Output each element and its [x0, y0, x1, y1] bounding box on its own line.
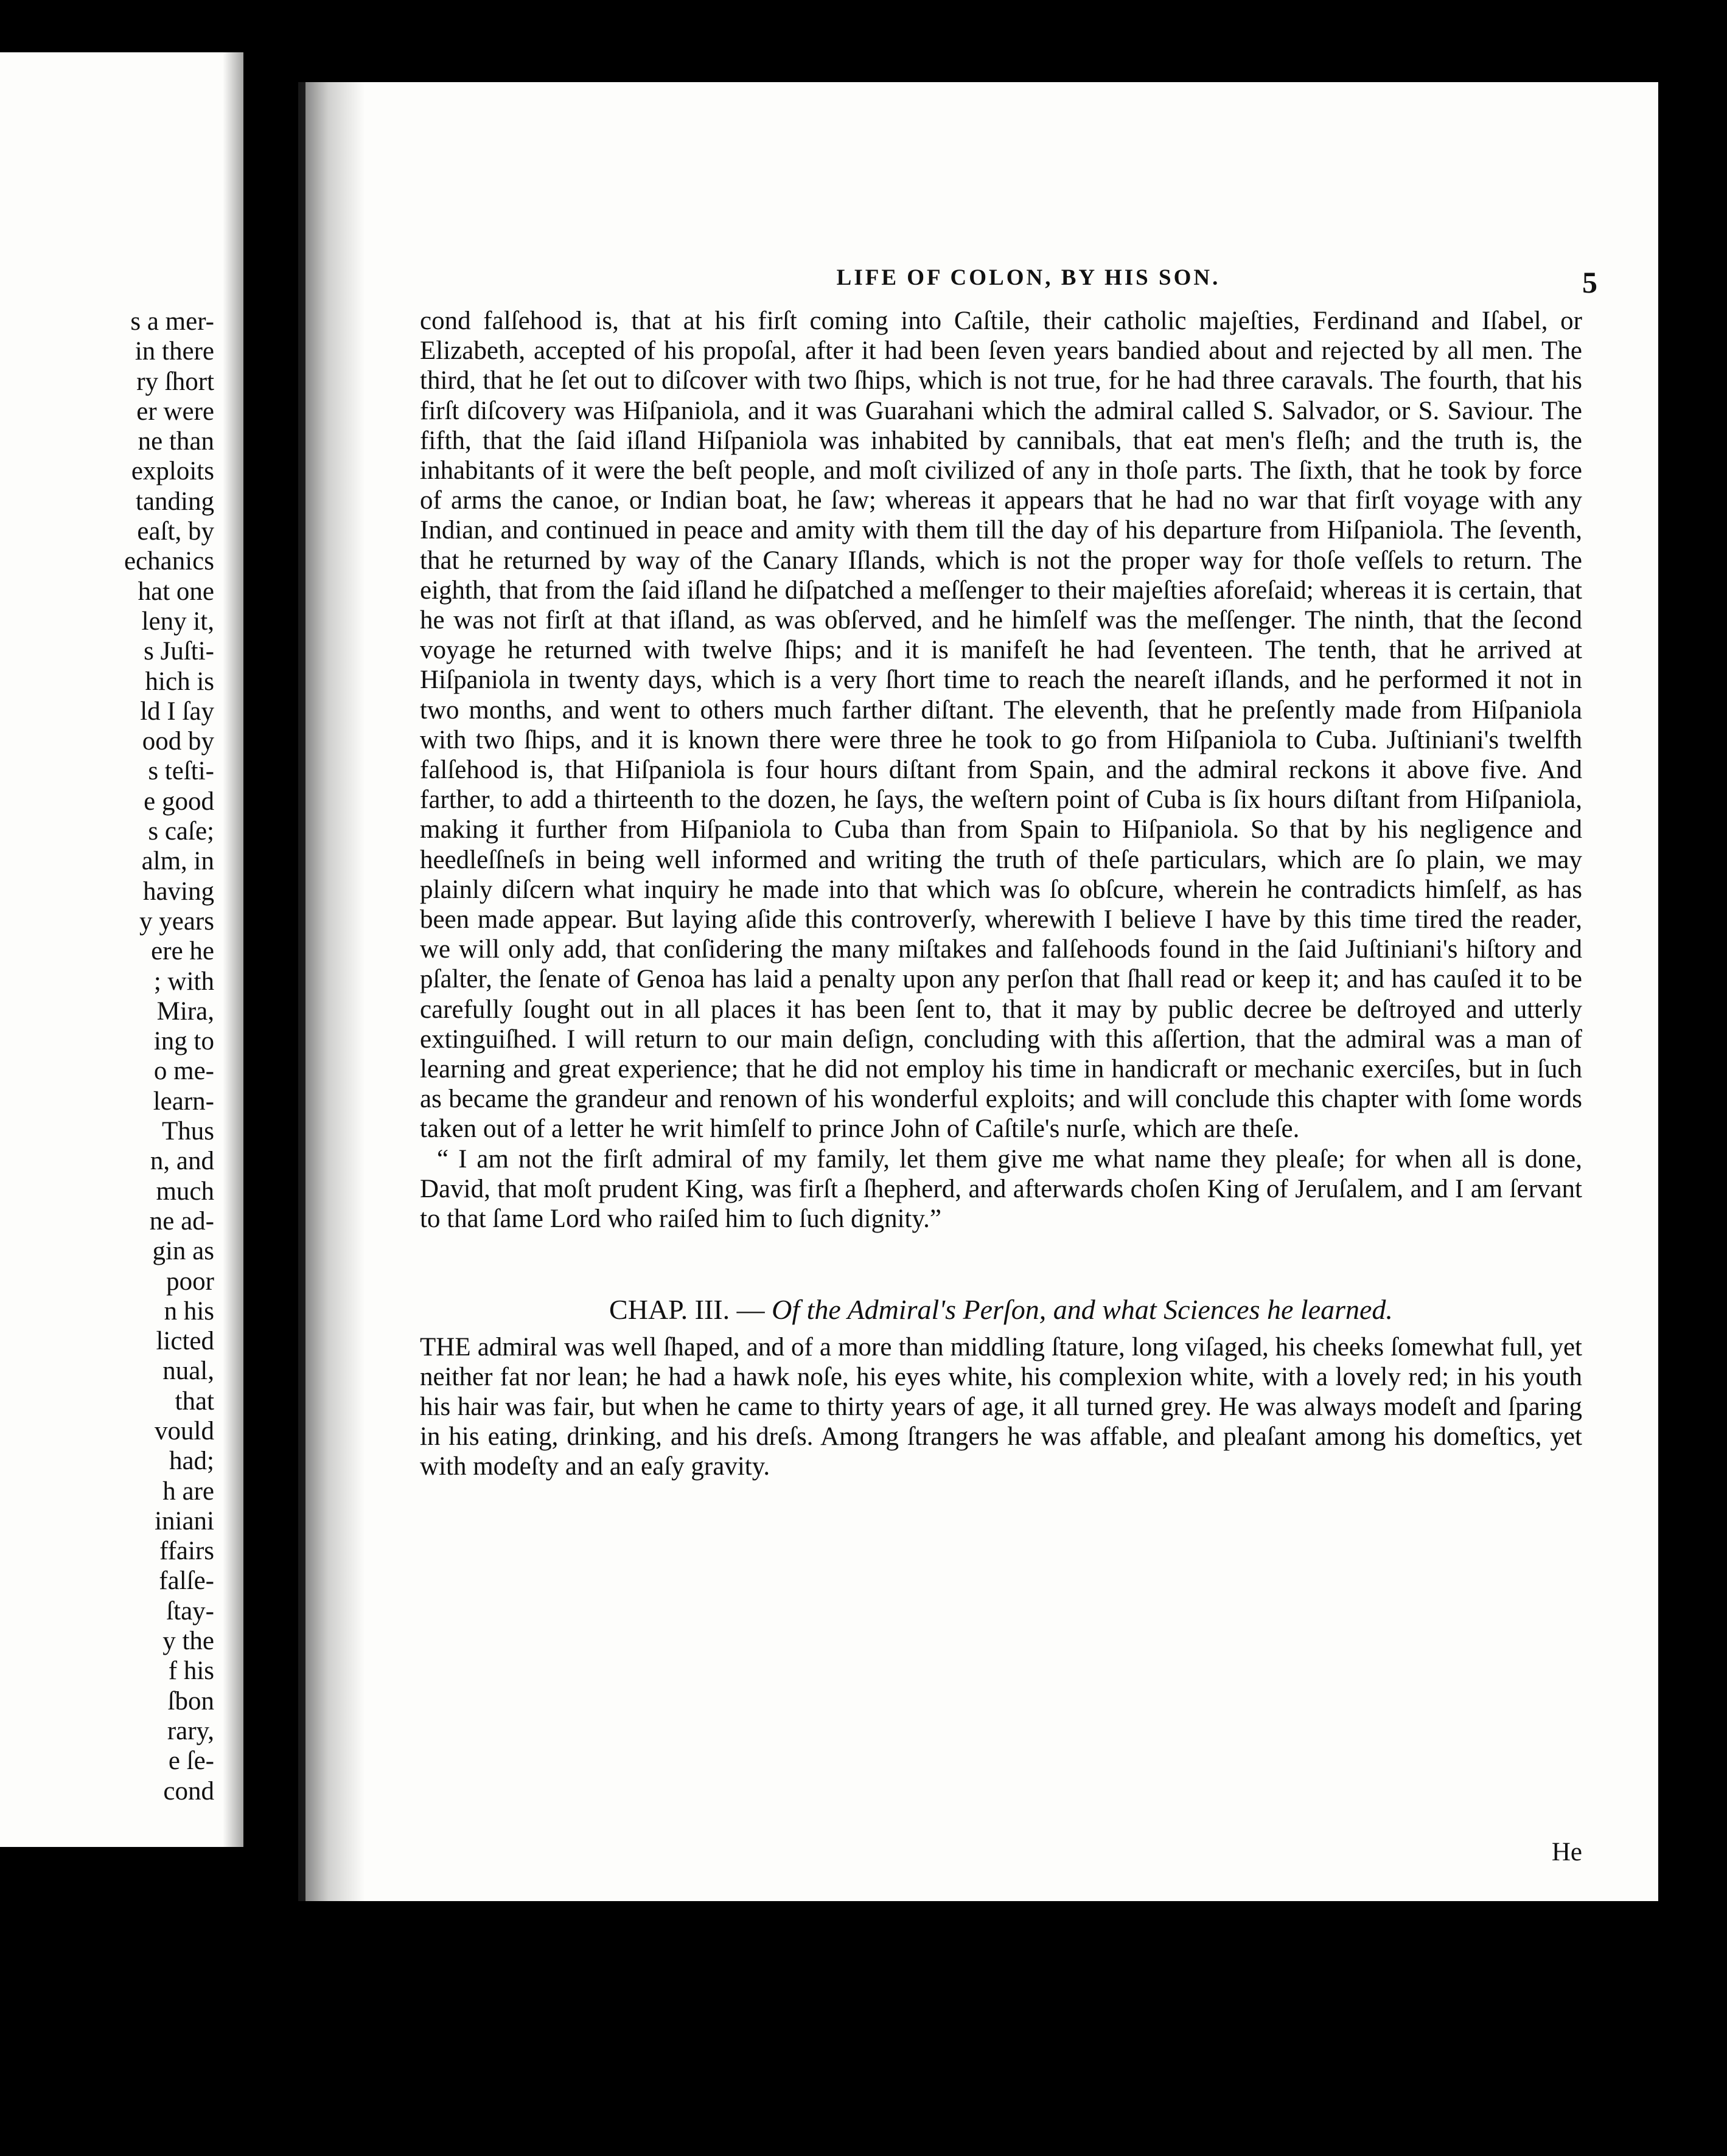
- book-gutter: [243, 0, 298, 2156]
- previous-page-line: having: [142, 877, 214, 906]
- previous-page-line: cond: [163, 1776, 214, 1806]
- previous-page-line: hich is: [145, 667, 214, 696]
- previous-page-line: ffairs: [159, 1537, 214, 1566]
- previous-page-line: ld I ſay: [140, 697, 214, 726]
- previous-page-line: that: [175, 1386, 214, 1416]
- previous-page-line: ere he: [151, 937, 214, 966]
- previous-page-line: e good: [144, 787, 214, 816]
- previous-page-line: poor: [166, 1267, 214, 1296]
- body-paragraph: cond falſehood is, that at his firſt coming into Caſtile, their catholic majeſties, Ferdinand and Iſabel, or Elizabeth, accepted of his propoſal, after it had been ſeven years bandied about and rejected by all men. The third, that he ſet out to diſcover with two ſhips, which is not true, for he had three caravals. The fourth, that his firſt diſcovery was Hiſpaniola, and it was Guarahani which the admiral called S. Salvador, or S. Saviour. The fifth, that the ſaid iſland Hiſpaniola was inhabited by cannibals, that eat men's fleſh; and the truth is, the inhabitants of it were the beſt people, and moſt civilized of any in thoſe parts. The ſixth, that he took by force of arms the canoe, or Indian boat, he ſaw; whereas it appears that he had no war that firſt voyage with any Indian, and continued in peace and amity with them till the day of his departure from Hiſpaniola. The ſeventh, that he returned by way of the Canary Iſlands, which is not the proper way for thoſe veſſels to return. The eighth, that from the ſaid iſland he diſpatched a meſſenger to their majeſties aforeſaid; whereas it is certain, that he was not firſt at that iſland, as was obſerved, and he himſelf was the meſſenger. The ninth, that the ſecond voyage he returned with twelve ſhips; and it is manifeſt he had ſeventeen. The tenth, that he arrived at Hiſpaniola in twenty days, which is a very ſhort time to reach the neareſt iſlands, and he performed it not in two months, and went to others much farther diſtant. The eleventh, that he preſently made from Hiſpaniola with two ſhips, and it is known there were three he took to go from Hiſpaniola to Cuba. Juſtiniani's twelfth falſehood is, that Hiſpaniola is four hours diſtant from Spain, and the admiral reckons it above five. And farther, to add a thirteenth to the dozen, he ſays, the weſtern point of Cuba is ſix hours diſtant from Hiſpaniola, making it further from Hiſpaniola to Cuba than from Spain to Hiſpaniola. So that by his negligence and heedleſſneſs in being well informed and writing the truth of theſe particulars, which are ſo plain, we may plainly diſcern what inquiry he made into that which was ſo obſcure, wherein he contradicts himſelf, as has been made appear. But laying aſide this controverſy, wherewith I believe I have by this time tired the reader, we will only add, that conſidering the many miſtakes and falſehoods found in the ſaid Juſtiniani's hiſtory and pſalter, the ſenate of Genoa has laid a penalty upon any perſon that ſhall read or keep it; and has cauſed it to be carefully ſought out in all places it has been ſent to, that it may by public decree be deſtroyed and utterly extinguiſhed. I will return to our main deſign, concluding with this aſſertion, that the admiral was a man of learning and great experience; that he did not employ his time in handicraft or mechanic exerciſes, but in ſuch as became the grandeur and renown of his wonderful exploits; and will conclude this chapter with ſome words taken out of a letter he writ himſelf to prince John of Caſtile's nurſe, which are theſe.: [420, 307, 1582, 1144]
- previous-page-line: alm, in: [141, 847, 214, 876]
- previous-page-line: leny it,: [141, 607, 214, 636]
- previous-page-line: s caſe;: [148, 817, 214, 846]
- chapter-heading: [420, 1295, 1582, 1324]
- previous-page-line: e ſe-: [168, 1747, 214, 1776]
- previous-page-line: vould: [155, 1416, 214, 1445]
- previous-page-line: s a mer-: [130, 307, 214, 336]
- previous-page-line: ne ad-: [149, 1206, 214, 1236]
- previous-page-line: in there: [134, 337, 214, 366]
- previous-page-line: gin as: [152, 1237, 214, 1266]
- previous-page-line: ſbon: [167, 1686, 214, 1716]
- previous-page-line: f his: [168, 1657, 214, 1686]
- previous-page-line: hat one: [138, 577, 214, 606]
- previous-page-line: learn-: [153, 1087, 214, 1116]
- previous-page-line: Mira,: [156, 996, 214, 1026]
- previous-page-line: y the: [162, 1627, 214, 1656]
- previous-page-line: h are: [162, 1476, 214, 1506]
- page-number: 5: [1582, 265, 1597, 299]
- previous-page-line: exploits: [131, 457, 214, 486]
- page-edge-shadow: [223, 52, 243, 1847]
- previous-page-line: nual,: [162, 1357, 214, 1386]
- previous-page-line: tanding: [136, 487, 214, 516]
- previous-page-line: echanics: [124, 547, 214, 576]
- previous-page-line: ood by: [142, 727, 214, 756]
- previous-page-fragment: [0, 52, 243, 1847]
- previous-page-line: eaſt, by: [137, 517, 214, 546]
- body-text: [420, 306, 1582, 1482]
- book-page: [298, 82, 1658, 1901]
- previous-page-line: falſe-: [159, 1567, 214, 1596]
- previous-page-line: y years: [139, 906, 214, 936]
- previous-page-line: ; with: [153, 967, 214, 996]
- previous-page-line: ſtay-: [166, 1596, 214, 1626]
- previous-page-line: licted: [156, 1327, 214, 1356]
- previous-page-line: rary,: [167, 1716, 214, 1745]
- previous-page-line: had;: [169, 1447, 214, 1476]
- chapter-opening-paragraph: THE admiral was well ſhaped, and of a more than middling ſtature, long viſaged, his cheeks ſomewhat full, yet neither fat nor lean; he had a hawk noſe, his eyes white, his complexion white, with a lovely red; in his youth his hair was fair, but when he came to thirty years of age, it all turned grey. He was always modeſt and ſparing in his eating, drinking, and his dreſs. Among ſtrangers he was affable, and pleaſant among his domeſtics, yet with modeſty and an eaſy gravity.: [420, 1332, 1582, 1481]
- previous-page-line: ry ſhort: [136, 367, 214, 396]
- chapter-label: CHAP. III. —: [609, 1294, 765, 1326]
- catchword: He: [1551, 1838, 1582, 1866]
- previous-page-line: n, and: [150, 1147, 214, 1176]
- previous-page-line: s Juſti-: [144, 637, 214, 666]
- previous-page-line: s teſti-: [148, 757, 214, 786]
- chapter-title: Of the Admiral's Perſon, and what Sciences he learned.: [772, 1294, 1393, 1326]
- previous-page-line: er were: [136, 397, 214, 426]
- previous-page-line: ne than: [138, 427, 214, 456]
- spine-shadow: [298, 82, 365, 1901]
- previous-page-line: iniani: [155, 1506, 214, 1535]
- previous-page-line: ing to: [153, 1027, 214, 1056]
- previous-page-line: Thus: [162, 1117, 214, 1146]
- previous-page-line-fragments: [124, 307, 214, 1806]
- previous-page-line: n his: [164, 1296, 214, 1326]
- previous-page-line: o me-: [153, 1057, 214, 1086]
- running-head: LIFE OF COLON, BY HIS SON.: [836, 265, 1221, 290]
- previous-page-line: much: [156, 1177, 214, 1206]
- quoted-letter-paragraph: “ I am not the firſt admiral of my family, let them give me what name they pleaſe; for when all is done, David, that moſt prudent King, was firſt a ſhepherd, and afterwards choſen King of Jeruſalem, and I am ſervant to that ſame Lord who raiſed him to ſuch dignity.”: [420, 1144, 1582, 1234]
